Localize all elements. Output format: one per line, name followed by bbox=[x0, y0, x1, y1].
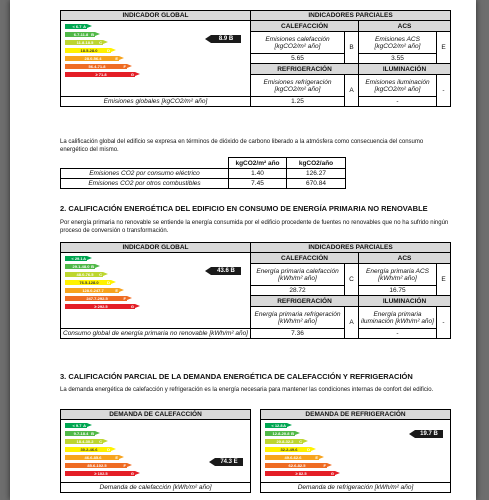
rating-bar-letter: B bbox=[291, 431, 294, 436]
rating-bar-d bbox=[65, 447, 111, 452]
rating-bar-letter: B bbox=[91, 264, 94, 269]
rating-bar-letter: G bbox=[330, 471, 334, 476]
dhw-header: ACS bbox=[359, 21, 451, 32]
pe-cooling-header: REFRIGERACIÓN bbox=[251, 296, 359, 307]
rating-bar-a bbox=[65, 24, 87, 29]
rating-bar-letter: A bbox=[283, 423, 286, 428]
pe-heating-value: 28.72 bbox=[251, 286, 345, 296]
rating-bar-f bbox=[65, 463, 127, 468]
lighting-value: - bbox=[359, 97, 437, 107]
rating-bar-range: 48.0-76.5 bbox=[76, 272, 94, 277]
rating-bar-d bbox=[65, 280, 111, 285]
rating-bar-e bbox=[65, 288, 119, 293]
certificate-page bbox=[10, 0, 476, 500]
global-indicator-header: INDICADOR GLOBAL bbox=[61, 11, 251, 21]
pe-lighting-header: ILUMINACIÓN bbox=[359, 296, 451, 307]
pe-lighting-letter: - bbox=[437, 307, 451, 339]
rating-bar-b bbox=[65, 431, 95, 436]
rating-bar-letter: F bbox=[123, 463, 126, 468]
heating-header: CALEFACCIÓN bbox=[251, 21, 359, 32]
rating-bar-range: ≥ 292.5 bbox=[94, 304, 108, 309]
rating-bar-letter: E bbox=[115, 455, 118, 460]
rating-bar-e bbox=[265, 455, 319, 460]
pe-partial-header: INDICADORES PARCIALES bbox=[251, 243, 451, 253]
rating-bar-e bbox=[65, 455, 119, 460]
primary-energy-block bbox=[60, 242, 451, 339]
rating-bar-range: 29.1-48.0 bbox=[72, 264, 90, 269]
co2-col-per-year: kgCO2/año bbox=[287, 158, 346, 169]
rating-bar-c bbox=[65, 439, 103, 444]
rating-bar-b bbox=[65, 32, 95, 37]
rating-bar-range: ≥ 71.8 bbox=[95, 72, 107, 77]
cooling-demand-header: DEMANDA DE REFRIGERACIÓN bbox=[261, 410, 451, 420]
heating-demand-label: Demanda de calefacción [kWh/m² año] bbox=[61, 483, 251, 493]
rating-bar-b bbox=[65, 264, 95, 269]
lighting-label: Emisiones iluminación [kgCO2/m² año] bbox=[359, 75, 437, 97]
rating-bar-range: 62.6-82.5 bbox=[288, 463, 306, 468]
rating-bar-letter: C bbox=[99, 439, 102, 444]
rating-bar-d bbox=[265, 447, 311, 452]
co2-table-block bbox=[60, 157, 346, 189]
rating-bar-letter: D bbox=[107, 280, 110, 285]
cooling-label: Emisiones refrigeración [kgCO2/m² año] bbox=[251, 75, 345, 97]
rating-bar-c bbox=[65, 272, 103, 277]
emissions-scale-cell bbox=[61, 21, 251, 97]
rating-bar-letter: B bbox=[91, 431, 94, 436]
heating-value: 5.65 bbox=[251, 54, 345, 64]
pe-dhw-header: ACS bbox=[359, 253, 451, 264]
pe-global-header: INDICADOR GLOBAL bbox=[61, 243, 251, 253]
pe-dhw-label: Energía primaria ACS [kWh/m² año] bbox=[359, 264, 437, 286]
emissions-rating-badge: 8.9 B bbox=[211, 35, 241, 43]
cooling-header: REFRIGERACIÓN bbox=[251, 64, 359, 75]
rating-bar-range: 28.0-56.4 bbox=[84, 56, 102, 61]
co2-fuel-m2: 7.45 bbox=[229, 179, 287, 189]
cooling-demand-badge: 19.7 B bbox=[415, 430, 443, 438]
rating-bar-a bbox=[265, 423, 287, 428]
rating-bar-letter: A bbox=[83, 423, 86, 428]
rating-bar-range: ≥ 102.5 bbox=[94, 471, 108, 476]
partial-indicators-header: INDICADORES PARCIALES bbox=[251, 11, 451, 21]
rating-bar-range: 20.8-32.2 bbox=[276, 439, 294, 444]
lighting-header: ILUMINACIÓN bbox=[359, 64, 451, 75]
rating-bar-letter: C bbox=[299, 439, 302, 444]
rating-bar-range: 56.4-71.8 bbox=[88, 64, 106, 69]
rating-bar-range: 9.7-18.4 bbox=[73, 431, 89, 436]
rating-bar-letter: E bbox=[115, 288, 118, 293]
rating-bar-range: 49.6-62.6 bbox=[284, 455, 302, 460]
rating-bar-letter: C bbox=[99, 40, 102, 45]
heating-letter: B bbox=[345, 32, 359, 64]
demand-block bbox=[60, 409, 451, 493]
rating-bar-letter: A bbox=[83, 24, 86, 29]
dhw-value: 3.55 bbox=[359, 54, 437, 64]
heating-demand-scale-cell bbox=[61, 420, 251, 483]
rating-bar-letter: F bbox=[123, 296, 126, 301]
rating-bar-letter: E bbox=[315, 455, 318, 460]
rating-bar-d bbox=[65, 48, 111, 53]
rating-bar-c bbox=[265, 439, 303, 444]
rating-bar-g bbox=[65, 304, 135, 309]
section-2-paragraph: Por energía primaria no renovable se entiende la energía consumida por el edificio procedente de fuentes no renovables que no ha sufrido ningún proceso de conversión o transformación. bbox=[60, 220, 449, 234]
rating-bar-range: 247.7-292.5 bbox=[86, 296, 108, 301]
rating-bar-g bbox=[65, 72, 135, 77]
rating-bar-f bbox=[65, 296, 127, 301]
rating-bar-letter: D bbox=[307, 447, 310, 452]
rating-bar-letter: B bbox=[91, 32, 94, 37]
section-3-title: 3. CALIFICACIÓN PARCIAL DE LA DEMANDA ENERGÉTICA DE CALEFACCIÓN Y REFRIGERACIÓN bbox=[60, 372, 413, 381]
rating-bar-a bbox=[65, 256, 87, 261]
rating-bar-range: 46.6-85.6 bbox=[84, 455, 102, 460]
rating-bar-e bbox=[65, 56, 119, 61]
emissions-block bbox=[60, 10, 451, 107]
rating-bar-range: 128.0-247.7 bbox=[82, 288, 104, 293]
rating-bar-g bbox=[265, 471, 335, 476]
cooling-demand-label: Demanda de refrigeración [kWh/m² año] bbox=[261, 483, 451, 493]
dhw-label: Emisiones ACS [kgCO2/m² año] bbox=[359, 32, 437, 54]
rating-bar-range: 30.2-46.6 bbox=[80, 447, 98, 452]
cooling-letter: A bbox=[345, 75, 359, 107]
co2-fuel-year: 670.84 bbox=[287, 179, 346, 189]
rating-bar-a bbox=[65, 423, 87, 428]
rating-bar-range: 11.8-18.5 bbox=[76, 40, 94, 45]
rating-bar-range: < 9.7 bbox=[72, 423, 82, 428]
rating-bar-range: 18.4-30.2 bbox=[76, 439, 94, 444]
section-2-title: 2. CALIFICACIÓN ENERGÉTICA DEL EDIFICIO EN CONSUMO DE ENERGÍA PRIMARIA NO RENOVABLE bbox=[60, 204, 428, 213]
rating-bar-letter: E bbox=[115, 56, 118, 61]
rating-bar-range: < 29.1 bbox=[71, 256, 83, 261]
rating-bar-range: 18.5-28.0 bbox=[80, 48, 98, 53]
pe-cooling-letter: A bbox=[345, 307, 359, 339]
dhw-letter: E bbox=[437, 32, 451, 64]
co2-electric-m2: 1.40 bbox=[229, 169, 287, 179]
emissions-scale bbox=[61, 21, 250, 89]
heating-demand-badge: 74.3 E bbox=[215, 458, 243, 466]
pe-heating-letter: C bbox=[345, 264, 359, 296]
rating-bar-letter: D bbox=[107, 447, 110, 452]
pe-scale-cell bbox=[61, 253, 251, 329]
pe-cooling-label: Energía primaria refrigeración [kWh/m² año] bbox=[251, 307, 345, 329]
rating-bar-g bbox=[65, 471, 135, 476]
lighting-letter: - bbox=[437, 75, 451, 107]
rating-bar-letter: C bbox=[99, 272, 102, 277]
pe-dhw-value: 16.75 bbox=[359, 286, 437, 296]
rating-bar-range: ≥ 82.5 bbox=[295, 471, 307, 476]
global-emissions-label: Emisiones globales [kgCO2/m² año] bbox=[61, 97, 251, 107]
rating-bar-f bbox=[265, 463, 327, 468]
rating-bar-range: 32.2-49.6 bbox=[280, 447, 298, 452]
rating-bar-range: 85.6-102.5 bbox=[87, 463, 107, 468]
pe-rating-badge: 43.6 B bbox=[211, 267, 241, 275]
heating-label: Emisiones calefacción [kgCO2/m² año] bbox=[251, 32, 345, 54]
rating-bar-range: 76.5-128.0 bbox=[79, 280, 99, 285]
rating-bar-letter: G bbox=[130, 72, 134, 77]
rating-bar-letter: G bbox=[130, 304, 134, 309]
rating-bar-c bbox=[65, 40, 103, 45]
rating-bar-f bbox=[65, 64, 127, 69]
rating-bar-letter: D bbox=[107, 48, 110, 53]
pe-scale bbox=[61, 253, 250, 321]
co2-fuel-label: Emisiones CO2 por otros combustibles bbox=[61, 179, 229, 189]
cooling-value: 1.25 bbox=[251, 97, 345, 107]
rating-bar-letter: F bbox=[323, 463, 326, 468]
pe-heating-header: CALEFACCIÓN bbox=[251, 253, 359, 264]
cooling-demand-scale-cell bbox=[261, 420, 451, 483]
pe-cooling-value: 7.36 bbox=[251, 329, 345, 339]
rating-bar-range: < 6.7 bbox=[72, 24, 82, 29]
pe-heating-label: Energía primaria calefacción [kWh/m² año] bbox=[251, 264, 345, 286]
rating-bar-letter: A bbox=[83, 256, 86, 261]
heating-demand-header: DEMANDA DE CALEFACCIÓN bbox=[61, 410, 251, 420]
co2-electric-label: Emisiones CO2 por consumo eléctrico bbox=[61, 169, 229, 179]
pe-lighting-label: Energía primaria iluminación [kWh/m² año] bbox=[359, 307, 437, 329]
co2-col-per-m2: kgCO2/m² año bbox=[229, 158, 287, 169]
rating-bar-range: 6.7-11.8 bbox=[73, 32, 89, 37]
co2-electric-year: 126.27 bbox=[287, 169, 346, 179]
rating-bar-range: < 12.8 bbox=[271, 423, 283, 428]
pe-dhw-letter: E bbox=[437, 264, 451, 296]
pe-lighting-value: - bbox=[359, 329, 437, 339]
rating-bar-b bbox=[265, 431, 295, 436]
heating-demand-scale bbox=[61, 420, 250, 482]
pe-global-label: Consumo global de energía primaria no renovable [kWh/m² año] bbox=[61, 329, 251, 339]
co2-paragraph: La calificación global del edificio se expresa en términos de dióxido de carbono liberado a la atmósfera como consecuencia del consumo energético del mismo. bbox=[60, 139, 424, 153]
section-3-paragraph: La demanda energética de calefacción y refrigeración es la energía necesaria para mantener las condiciones internas de confort del edificio. bbox=[60, 387, 434, 393]
rating-bar-letter: G bbox=[130, 471, 134, 476]
rating-bar-range: 12.8-20.8 bbox=[272, 431, 290, 436]
rating-bar-letter: F bbox=[123, 64, 126, 69]
